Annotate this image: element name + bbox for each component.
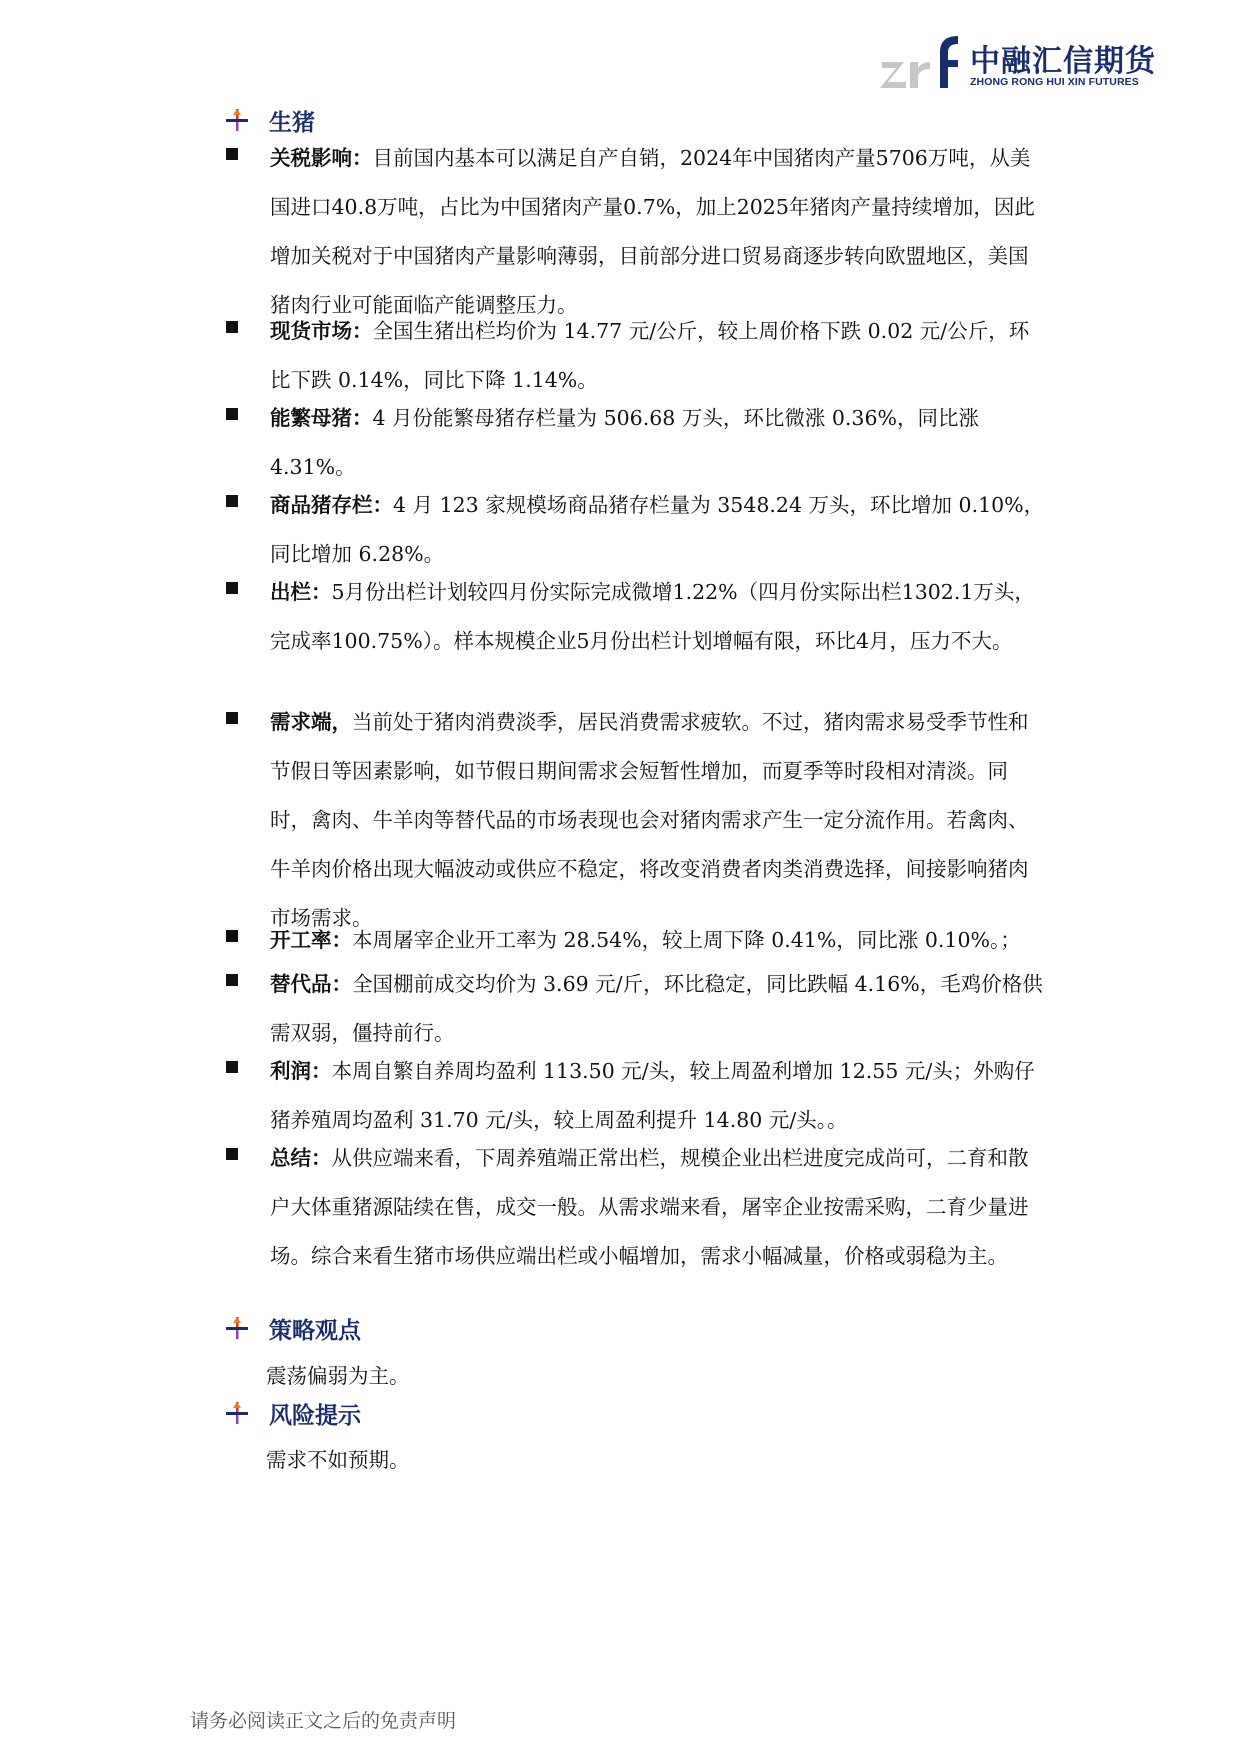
section-title: 风险提示 [269,1402,361,1429]
square-bullet-icon [226,974,238,986]
item-label: 总结： [270,1146,332,1170]
item-label: 能繁母猪： [270,406,373,430]
section-bullet-icon [226,1317,248,1339]
item-text: 目前国内基本可以满足自产自销，2024年中国猪肉产量5706万吨，从美国进口40.8万吨，占比为中国猪肉产量0.7%，加上2025年猪肉产量持续增加，因此增加关税对于中国猪肉产量影响薄弱，目前部分进口贸易商逐步转向欧盟地区，美国猪肉行业可能面临产能调整压力。 [270,146,1035,317]
list-item [226,698,1046,943]
item-label: 需求端， [270,710,352,734]
list-item [226,916,1046,965]
item-label: 商品猪存栏： [270,493,393,517]
square-bullet-icon [226,712,238,724]
square-bullet-icon [226,495,238,507]
square-bullet-icon [226,148,238,160]
square-bullet-icon [226,1148,238,1160]
list-item [226,307,1046,405]
list-item [226,481,1046,579]
square-bullet-icon [226,1061,238,1073]
section-title: 策略观点 [269,1317,361,1344]
section-header-strategy [226,1308,361,1348]
square-bullet-icon [226,408,238,420]
item-label: 替代品： [270,972,352,996]
company-logo [878,30,1163,92]
list-item [226,1134,1046,1281]
list-item [226,960,1046,1058]
logo-en-name: ZHONG RONG HUI XIN FUTURES [970,76,1139,88]
list-item [226,134,1046,330]
list-item [226,568,1046,666]
item-text: 全国生猪出栏均价为 14.77 元/公斤，较上周价格下跌 0.02 元/公斤，环比下跌 0.14%，同比下降 1.14%。 [270,319,1030,392]
zrf-logo-mark [878,30,960,92]
section-header-risk [226,1393,361,1433]
item-label: 利润： [270,1059,332,1083]
section-title: 生猪 [269,109,315,136]
item-label: 现货市场： [270,319,373,343]
item-text: 本周屠宰企业开工率为 28.54%，较上周下降 0.41%，同比涨 0.10%。； [352,928,1021,952]
item-text: 4 月份能繁母猪存栏量为 506.68 万头，环比微涨 0.36%，同比涨 4.31%。 [270,406,979,479]
square-bullet-icon [226,321,238,333]
logo-cn-name: 中融汇信期货 [970,44,1156,79]
item-label: 出栏： [270,580,332,604]
square-bullet-icon [226,930,238,942]
section-bullet-icon [226,1402,248,1424]
item-label: 关税影响： [270,146,373,170]
item-label: 开工率： [270,928,352,952]
item-text: 全国棚前成交均价为 3.69 元/斤，环比稳定，同比跌幅 4.16%，毛鸡价格供需双弱，僵持前行。 [270,972,1043,1045]
square-bullet-icon [226,582,238,594]
item-text: 本周自繁自养周均盈利 113.50 元/头，较上周盈利增加 12.55 元/头；外购仔猪养殖周均盈利 31.70 元/头，较上周盈利提升 14.80 元/头。。 [270,1059,1035,1132]
risk-text: 需求不如预期。 [266,1448,410,1472]
disclaimer-footer: 请务必阅读正文之后的免责声明 [190,1710,457,1732]
section-bullet-icon [226,109,248,131]
item-text: 当前处于猪肉消费淡季，居民消费需求疲软。不过，猪肉需求易受季节性和节假日等因素影响，如节假日期间需求会短暂性增加，而夏季等时段相对清淡。同时，禽肉、牛羊肉等替代品的市场表现也会对猪肉需求产生一定分流作用。若禽肉、牛羊肉价格出现大幅波动或供应不稳定，将改变消费者肉类消费选择，间接影响猪肉市场需求。 [270,710,1029,930]
strategy-text: 震荡偏弱为主。 [266,1364,410,1388]
list-item [226,1047,1046,1145]
list-item [226,394,1046,492]
item-text: 4 月 123 家规模场商品猪存栏量为 3548.24 万头，环比增加 0.10%，同比增加 6.28%。 [270,493,1045,566]
item-text: 从供应端来看，下周养殖端正常出栏，规模企业出栏进度完成尚可，二育和散户大体重猪源陆续在售，成交一般。从需求端来看，屠宰企业按需采购，二育少量进场。综合来看生猪市场供应端出栏或小幅增加，需求小幅减量，价格或弱稳为主。 [270,1146,1029,1268]
item-text: 5月份出栏计划较四月份实际完成微增1.22%（四月份实际出栏1302.1万头，完成率100.75%）。样本规模企业5月份出栏计划增幅有限，环比4月，压力不大。 [270,580,1035,653]
